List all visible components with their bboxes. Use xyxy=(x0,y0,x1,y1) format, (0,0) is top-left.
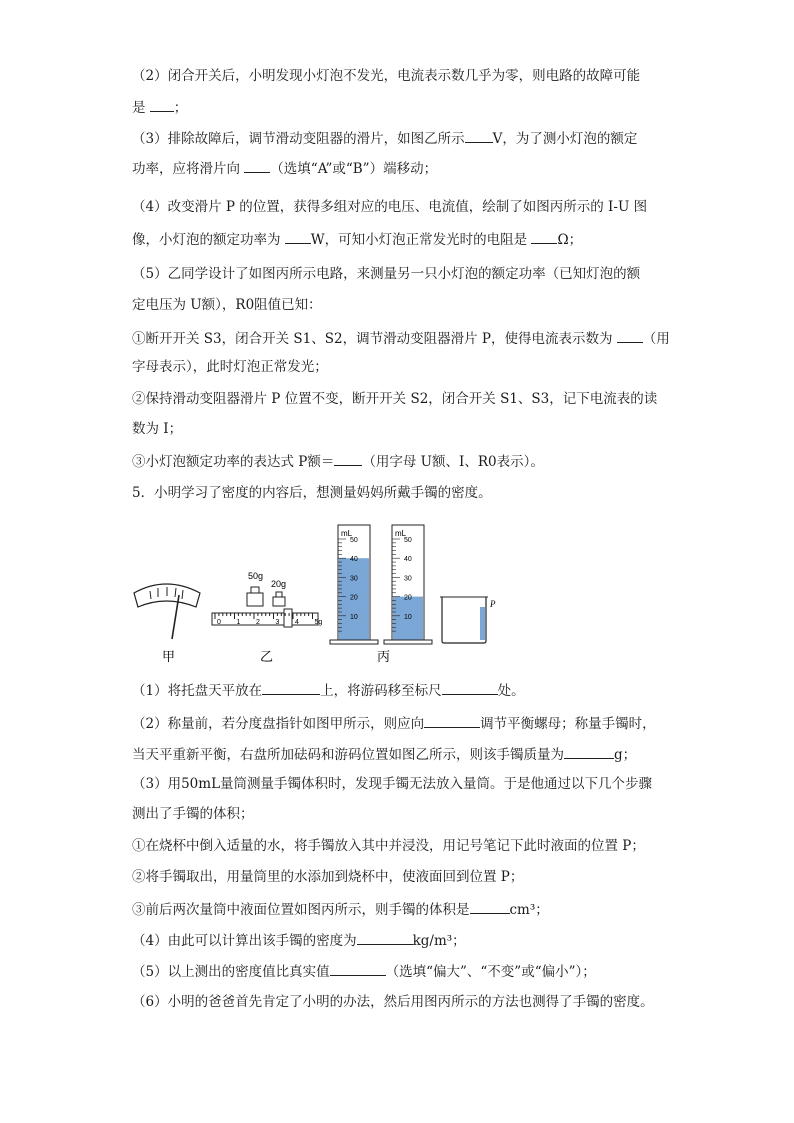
answer-blank[interactable] xyxy=(330,961,386,976)
cylinder-tick-label: 10 xyxy=(404,613,412,621)
cylinder-tick-label: 50 xyxy=(404,537,412,544)
cylinder-tick-label: 20 xyxy=(404,594,412,602)
rider xyxy=(284,609,292,627)
m-line-5: 测出了手镯的体积； xyxy=(132,806,254,822)
cylinder-tick-label: 50 xyxy=(350,537,358,544)
ruler-label: 5g xyxy=(314,619,323,626)
ruler-label: 3 xyxy=(275,619,280,626)
ruler-label: 2 xyxy=(256,619,260,626)
caption-bing: 丙 xyxy=(377,650,391,665)
cylinder-unit: mL xyxy=(395,529,407,538)
line-4: （4）改变滑片 P 的位置，获得多组对应的电压、电流值，绘制了如图丙所示的 I-U 图 xyxy=(132,199,648,215)
m-line-4: （3）用50mL量筒测量手镯体积时，发现手镯无法放入量筒。于是他通过以下几个步骤 xyxy=(132,776,653,792)
cylinder-unit: mL xyxy=(341,529,353,538)
line-3: （3）排除故障后，调节滑动变阻器的滑片，如图乙所示 V，为了测小灯泡的额定 xyxy=(132,128,637,149)
answer-blank[interactable] xyxy=(262,680,320,695)
beaker xyxy=(440,597,496,643)
answer-blank[interactable] xyxy=(424,713,480,728)
line-5c: ①断开开关 S3，闭合开关 S1、S2，调节滑动变阻器滑片 P，使得电流表示数为 （用 xyxy=(132,328,670,349)
ruler-label: 1 xyxy=(236,619,241,626)
m-line-2: （2）称量前，若分度盘指针如图甲所示，则应向 调节平衡螺母；称量手镯时， xyxy=(132,713,656,734)
answer-blank[interactable] xyxy=(442,680,498,695)
graduated-cylinder xyxy=(330,525,378,644)
cylinder-tick-label: 10 xyxy=(350,613,358,621)
line-2-answer: 是 ； xyxy=(132,97,187,118)
caption-jia: 甲 xyxy=(162,650,176,665)
answer-blank[interactable] xyxy=(285,229,311,244)
graduated-cylinder xyxy=(384,525,432,644)
m-line-10: （5）以上测出的密度值比真实值 （选填“偏大”、“不变”或“偏小”）； xyxy=(132,961,596,982)
answer-blank[interactable] xyxy=(617,328,643,343)
balance-dial xyxy=(134,584,200,639)
line-5f: 数为 I； xyxy=(132,421,183,437)
m-line-9: （4）由此可以计算出该手镯的密度为 kg/m³； xyxy=(132,930,466,951)
weight-20-label: 20g xyxy=(271,579,287,589)
beaker-p-label: P xyxy=(490,599,496,609)
answer-blank[interactable] xyxy=(465,128,493,143)
line-5g: ③小灯泡额定功率的表达式 P额＝ （用字母 U额、I、R0表示）。 xyxy=(132,451,544,472)
question-5: 5．小明学习了密度的内容后，想测量妈妈所戴手镯的密度。 xyxy=(132,485,492,501)
cylinder-tick-label: 40 xyxy=(404,556,412,564)
line-5e: ②保持滑动变阻器滑片 P 位置不变，断开开关 S2，闭合开关 S1、S3，记下电流表的读 xyxy=(132,391,658,407)
m-line-6: ①在烧杯中倒入适量的水，将手镯放入其中并浸没，用记号笔记下此时液面的位置 P； xyxy=(132,838,645,854)
line-3b: 功率，应将滑片向 （选填“A”或“B”）端移动； xyxy=(132,158,437,179)
ruler-label: 0 xyxy=(217,619,221,626)
experiment-figure xyxy=(120,515,640,665)
line-5: （5）乙同学设计了如图丙所示电路，来测量另一只小灯泡的额定功率（已知灯泡的额 xyxy=(132,266,641,282)
answer-blank[interactable] xyxy=(531,229,557,244)
answer-blank[interactable] xyxy=(357,930,413,945)
cylinder-tick-label: 20 xyxy=(350,594,358,602)
answer-blank[interactable] xyxy=(150,97,174,112)
line-5b: 定电压为 U额），R0阻值已知： xyxy=(132,297,322,313)
cylinder-tick-label: 30 xyxy=(350,575,358,583)
caption-yi: 乙 xyxy=(260,650,274,665)
m-line-3: 当天平重新平衡，右盘所加砝码和游码位置如图乙所示，则该手镯质量为 g； xyxy=(132,744,636,765)
answer-blank[interactable] xyxy=(564,744,614,759)
m-line-1: （1）将托盘天平放在 上，将游码移至标尺 处。 xyxy=(132,680,525,701)
line-2-fault: （2）闭合开关后，小明发现小灯泡不发光，电流表示数几乎为零，则电路的故障可能 xyxy=(132,68,641,84)
answer-blank[interactable] xyxy=(470,899,510,914)
line-4b: 像，小灯泡的额定功率为 W，可知小灯泡正常发光时的电阻是 Ω； xyxy=(132,229,582,250)
weight-50-label: 50g xyxy=(248,571,264,581)
cylinder-tick-label: 30 xyxy=(404,575,412,583)
answer-blank[interactable] xyxy=(244,158,270,173)
line-5d: 字母表示），此时灯泡正常发光； xyxy=(132,359,328,375)
m-line-11: （6）小明的爸爸首先肯定了小明的办法，然后用图丙所示的方法也测得了手镯的密度。 xyxy=(132,994,654,1010)
ruler-label: 4 xyxy=(295,619,299,626)
answer-blank[interactable] xyxy=(334,451,362,466)
weights-and-ruler xyxy=(212,571,322,627)
m-line-7: ②将手镯取出，用量筒里的水添加到烧杯中，使液面回到位置 P； xyxy=(132,869,524,885)
cylinder-tick-label: 40 xyxy=(350,556,358,564)
m-line-8: ③前后两次量筒中液面位置如图丙所示，则手镯的体积是 cm³； xyxy=(132,899,549,920)
